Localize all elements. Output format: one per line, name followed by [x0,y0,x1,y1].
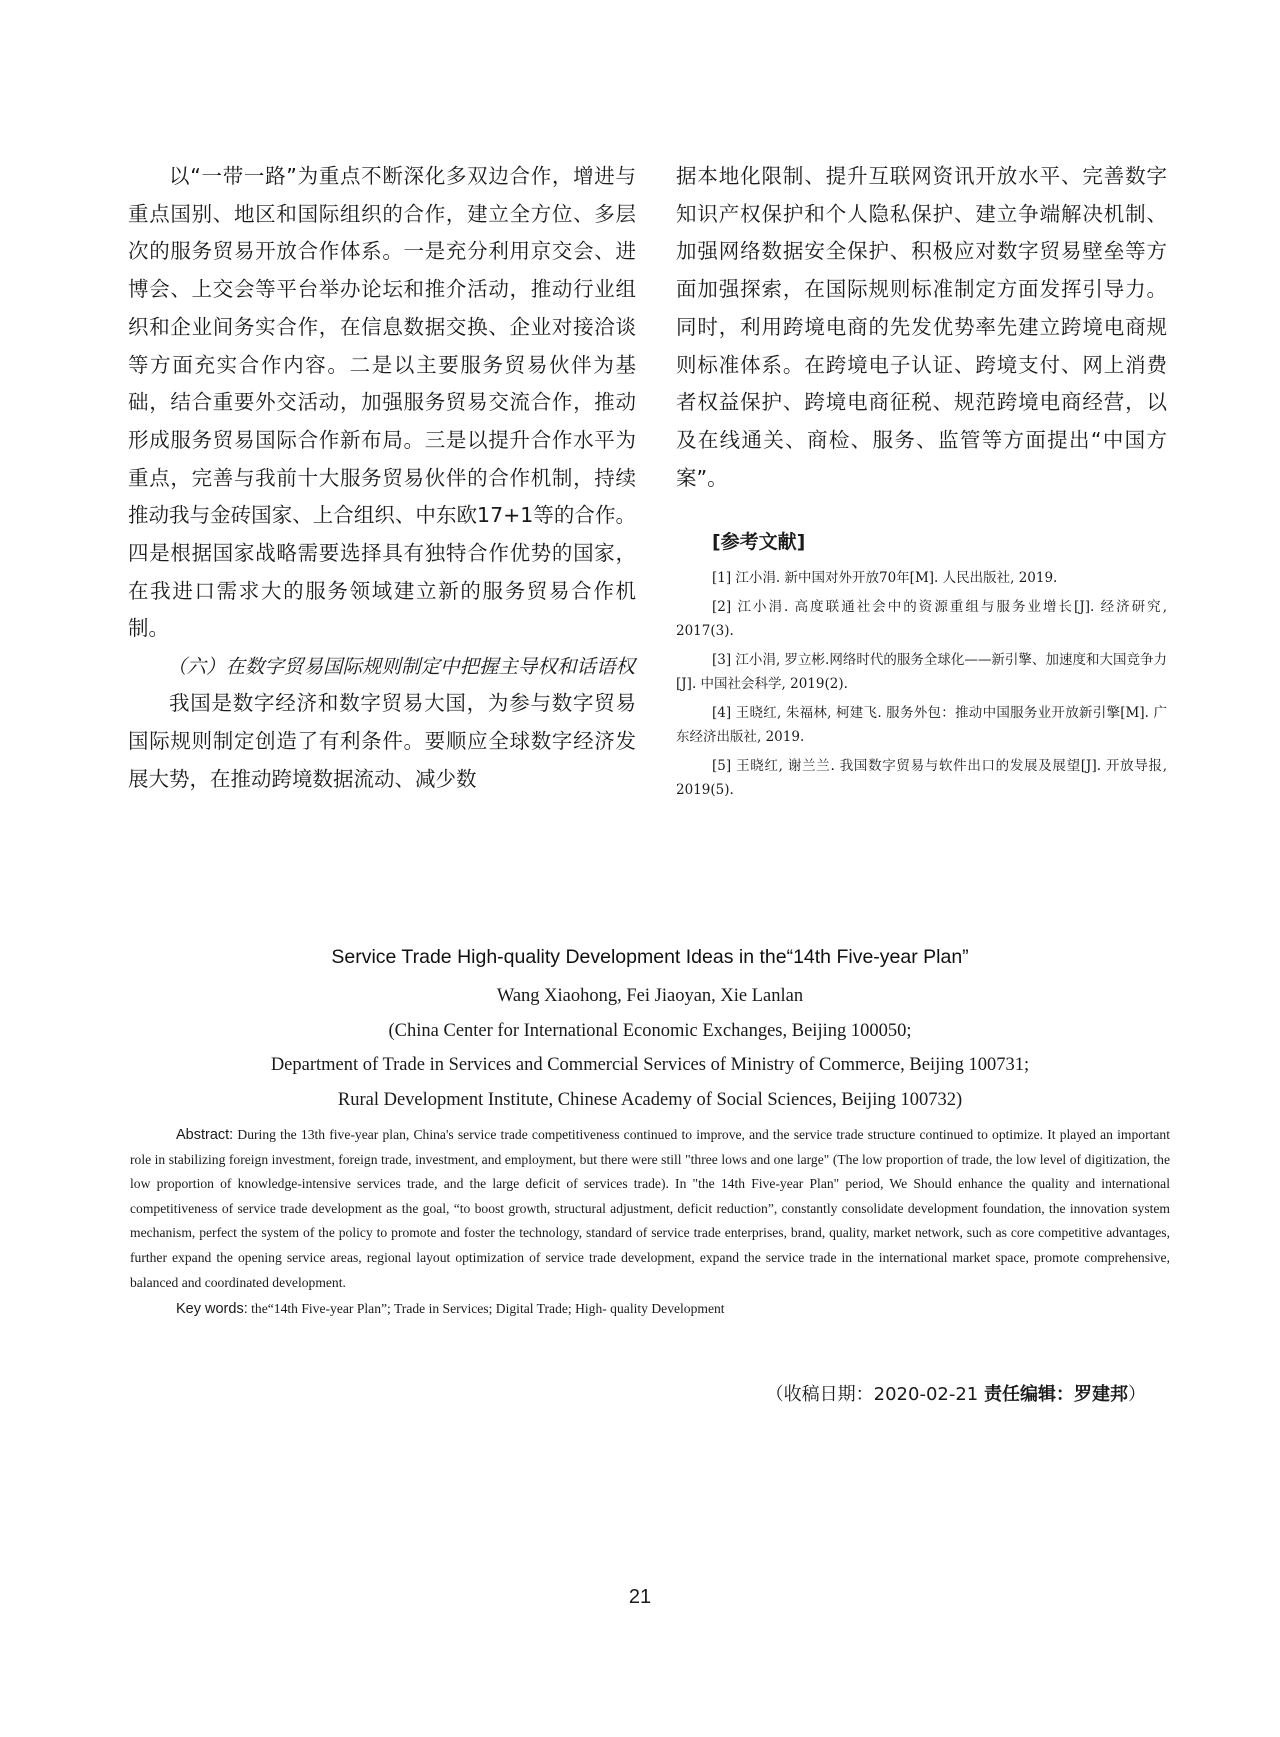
reference-item: [1] 江小涓. 新中国对外开放70年[M]. 人民出版社, 2019. [712,570,1058,587]
english-keywords [176,1297,1170,1321]
body-paragraph: 我国是数字经济和数字贸易大国，为参与数字贸易国际规则制定创造了有利条件。要顺应全球数字经济发展大势，在推动跨境数据流动、减少数 [128,691,636,791]
english-affiliation: Department of Trade in Services and Commercial Services of Ministry of Commerce, Beijing 100731; [270,1055,1030,1075]
left-column [128,158,636,798]
keywords-text: the“14th Five-year Plan”; Trade in Services; Digital Trade; High- quality Development [251,1301,725,1317]
received-date-note [766,1380,1146,1406]
reference-item: [2] 江小涓. 高度联通社会中的资源重组与服务业增长[J]. 经济研究, 2017(3). [676,599,1167,640]
reference-item: [5] 王晓红, 谢兰兰. 我国数字贸易与软件出口的发展及展望[J]. 开放导报, 2019(5). [676,758,1167,799]
english-abstract-block [130,946,1170,1321]
keywords-label: Key words: [176,1301,248,1318]
received-close: ） [1128,1384,1146,1405]
page-number: 21 [628,1586,652,1608]
references-heading: [参考文献] [712,531,806,554]
body-paragraph: 以“一带一路”为重点不断深化多双边合作，增进与重点国别、地区和国际组织的合作，建立全方位、多层次的服务贸易开放合作体系。一是充分利用京交会、进博会、上交会等平台举办论坛和推介活动，推动行业组织和企业间务实合作，在信息数据交换、企业对接洽谈等方面充实合作内容。二是以主要服务贸易伙伴为基础，结合重要外交活动，加强服务贸易交流合作，推动形成服务贸易国际合作新布局。三是以提升合作水平为重点，完善与我前十大服务贸易伙伴的合作机制，持续推动我与金砖国家、上合组织、中东欧17+1等的合作。四是根据国家战略需要选择具有独特合作优势的国家，在我进口需求大的服务领域建立新的服务贸易合作机制。 [128,164,636,641]
english-authors: Wang Xiaohong, Fei Jiaoyan, Xie Lanlan [496,986,804,1006]
received-date: （收稿日期：2020-02-21 [765,1384,984,1405]
editor-label: 责任编辑： [984,1384,1074,1405]
section-subheading: （六）在数字贸易国际规则制定中把握主导权和话语权 [167,655,636,679]
english-affiliation: (China Center for International Economic Exchanges, Beijing 100050; [388,1020,912,1041]
abstract-text: During the 13th five-year plan, China's service trade competitiveness continued to improve, and the service trade structure continued to optimize. It played an important role in stabilizing foreign investment, foreign trade, investment, and employment, but there were still "three lows and one large" (The low proportion of trade, the low level of digitization, the low proportion of knowledge-intensive services trade, and the large deficit of services trade). In "the 14th Five-year Plan" period, We Should enhance the quality and international competitiveness of service trade development as the goal, “to boost growth, structural adjustment, deficit reduction”, constantly consolidate development foundation, the innovation system mechanism, perfect the system of the policy to promote and foster the technology, standard of service trade enterprises, brand, quality, market network, such as core competitive advantages, further expand the opening service areas, regional layout optimization of service trade development, expand the service trade in the international market space, promote comprehensive, balanced and coordinated development. [130,1127,1170,1290]
english-title: Service Trade High-quality Development Ideas in the“14th Five-year Plan” [331,946,969,968]
reference-item: [3] 江小涓, 罗立彬.网络时代的服务全球化——新引擎、加速度和大国竞争力[J]. 中国社会科学, 2019(2). [676,652,1167,693]
right-column [676,158,1167,807]
english-affiliation: Rural Development Institute, Chinese Academy of Social Sciences, Beijing 100732) [337,1089,963,1110]
body-paragraph: 据本地化限制、提升互联网资讯开放水平、完善数字知识产权保护和个人隐私保护、建立争端解决机制、加强网络数据安全保护、积极应对数字贸易壁垒等方面加强探索，在国际规则标准制定方面发挥引导力。同时，利用跨境电商的先发优势率先建立跨境电商规则标准体系。在跨境电子认证、跨境支付、网上消费者权益保护、跨境电商征税、规范跨境电商经营，以及在线通关、商检、服务、监管等方面提出“中国方案”。 [676,164,1167,490]
reference-item: [4] 王晓红, 朱福林, 柯建飞. 服务外包：推动中国服务业开放新引擎[M]. 广东经济出版社, 2019. [676,705,1167,746]
abstract-label: Abstract: [176,1127,234,1143]
editor-name: 罗建邦 [1074,1384,1128,1405]
english-abstract [130,1123,1170,1295]
